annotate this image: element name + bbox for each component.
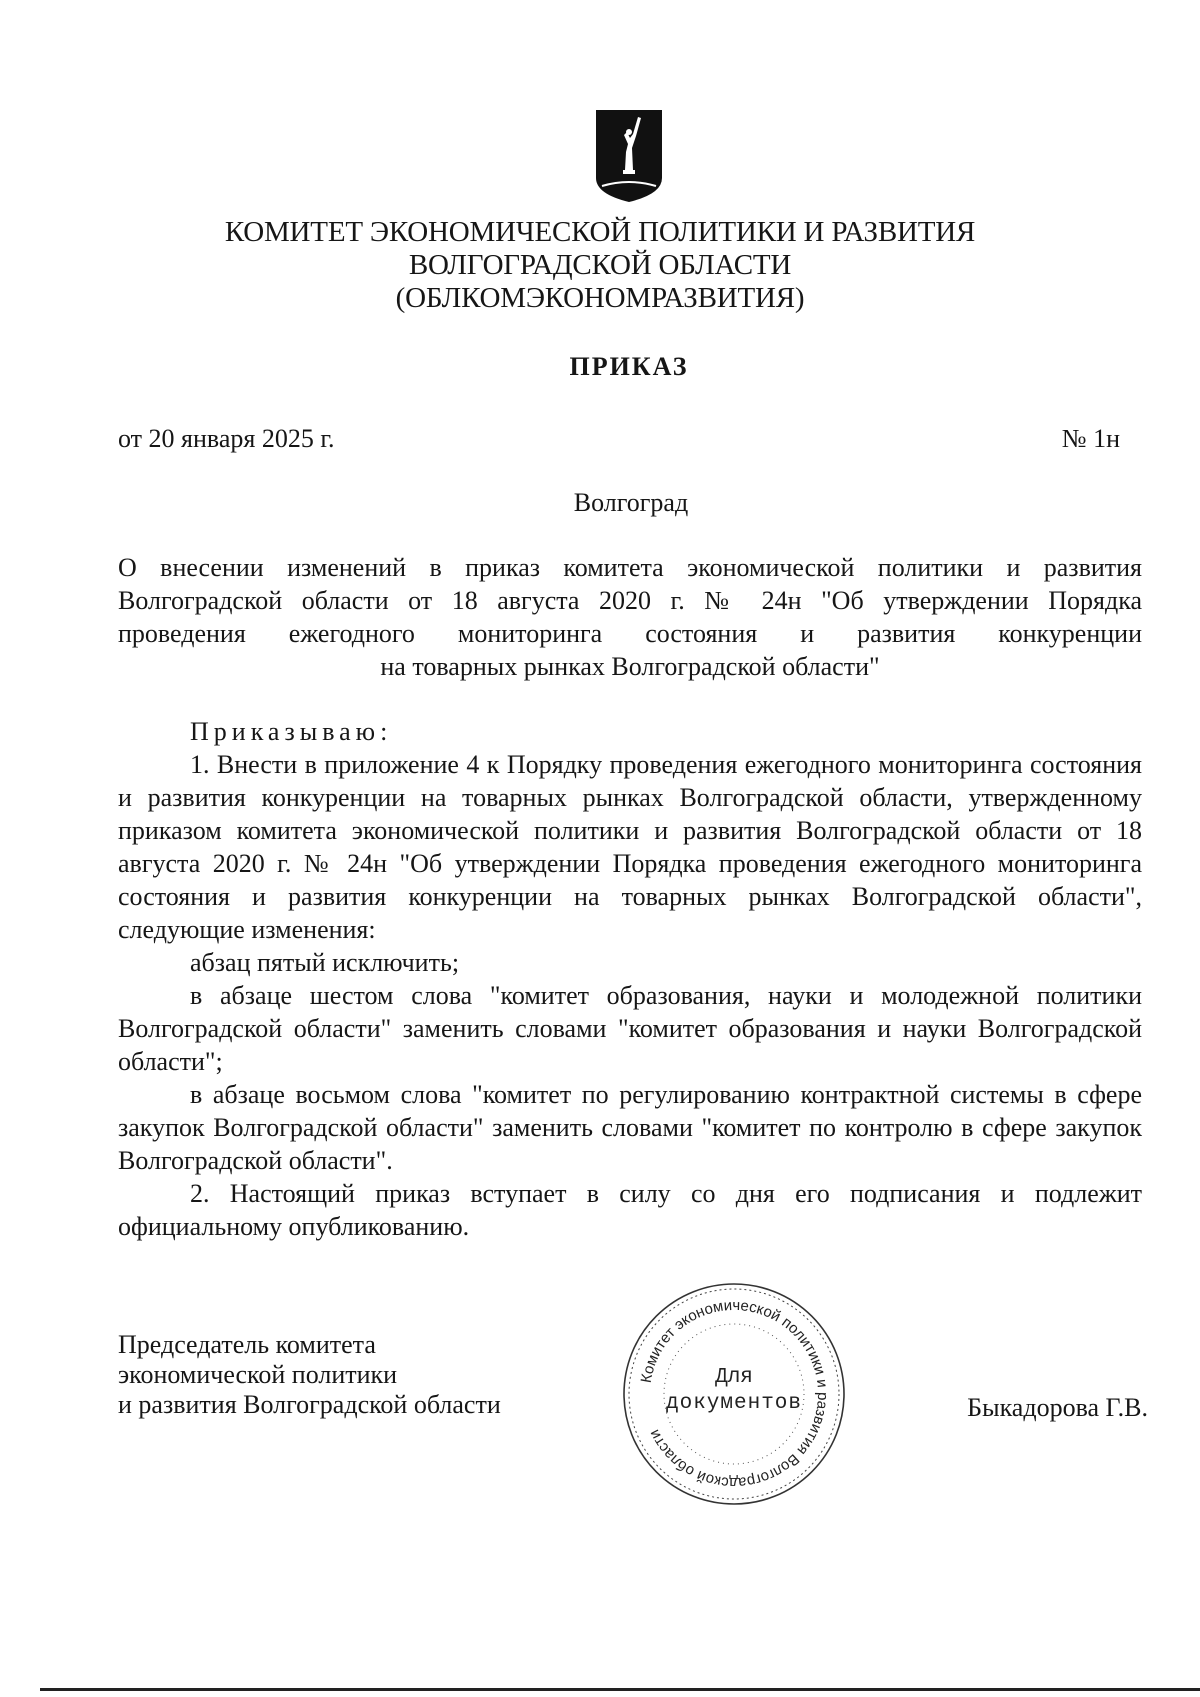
organization-name: [0, 216, 1200, 315]
body-paragraph-4: в абзаце восьмом слова "комитет по регулированию контрактной системы в сфере закупок Волгоградской области" заменить словами "комитет по контролю в сфере закупок Волгоградской области".: [118, 1080, 1142, 1175]
position-line-2: экономической политики: [118, 1360, 398, 1389]
position-line-1: Председатель комитета: [118, 1330, 376, 1359]
body-paragraph-2: абзац пятый исключить;: [190, 948, 460, 977]
stamp-center-line-2: документов: [665, 1392, 803, 1415]
org-line-2: ВОЛГОГРАДСКОЙ ОБЛАСТИ: [408, 249, 792, 281]
subject-line-3: проведения ежегодного мониторинга состояния и развития конкуренции: [118, 619, 1142, 648]
document-number: № 1н: [1061, 424, 1120, 453]
body-paragraph-3: в абзаце шестом слова "комитет образования, науки и молодежной политики Волгоградской области" заменить словами "комитет образования и науки Волгоградской области";: [118, 981, 1142, 1076]
subject-line-4: на товарных рынках Волгоградской области": [380, 652, 880, 681]
document-body: [118, 715, 1142, 1243]
order-word: Приказываю:: [190, 717, 393, 746]
subject-line-2: Волгоградской области от 18 августа 2020 г. № 24н "Об утверждении Порядка: [118, 586, 1142, 615]
official-stamp: [620, 1280, 848, 1508]
position-line-3: и развития Волгоградской области: [118, 1390, 501, 1419]
document-subject: [118, 551, 1142, 683]
org-line-3: (ОБЛКОМЭКОНОМРАЗВИТИЯ): [395, 282, 805, 314]
stamp-center-line-1: Для: [715, 1366, 753, 1389]
stamp-ring-text: Комитет экономической политики и развития Волгоградской области: [637, 1296, 832, 1492]
org-line-1: КОМИТЕТ ЭКОНОМИЧЕСКОЙ ПОЛИТИКИ И РАЗВИТИЯ: [224, 216, 976, 248]
document-city: Волгоград: [573, 488, 689, 517]
document-date: от 20 января 2025 г.: [118, 424, 335, 453]
document-type: ПРИКАЗ: [569, 352, 689, 381]
signatory-position: [118, 1330, 501, 1420]
bottom-divider: [40, 1688, 1200, 1691]
body-paragraph-1: 1. Внести в приложение 4 к Порядку проведения ежегодного мониторинга состояния и развития конкуренции на товарных рынках Волгоградской области, утвержденному приказом комитета экономической политики и развития Волгоградской области от 18 августа 2020 г. № 24н "Об утверждении Порядка проведения ежегодного мониторинга состояния и развития конкуренции на товарных рынках Волгоградской области", следующие изменения:: [118, 750, 1142, 944]
body-paragraph-5: 2. Настоящий приказ вступает в силу со дня его подписания и подлежит официальному опубликованию.: [118, 1179, 1142, 1241]
coat-of-arms-icon: [594, 108, 664, 204]
signatory-name: Быкадорова Г.В.: [967, 1393, 1148, 1422]
subject-line-1: О внесении изменений в приказ комитета экономической политики и развития: [118, 553, 1142, 582]
